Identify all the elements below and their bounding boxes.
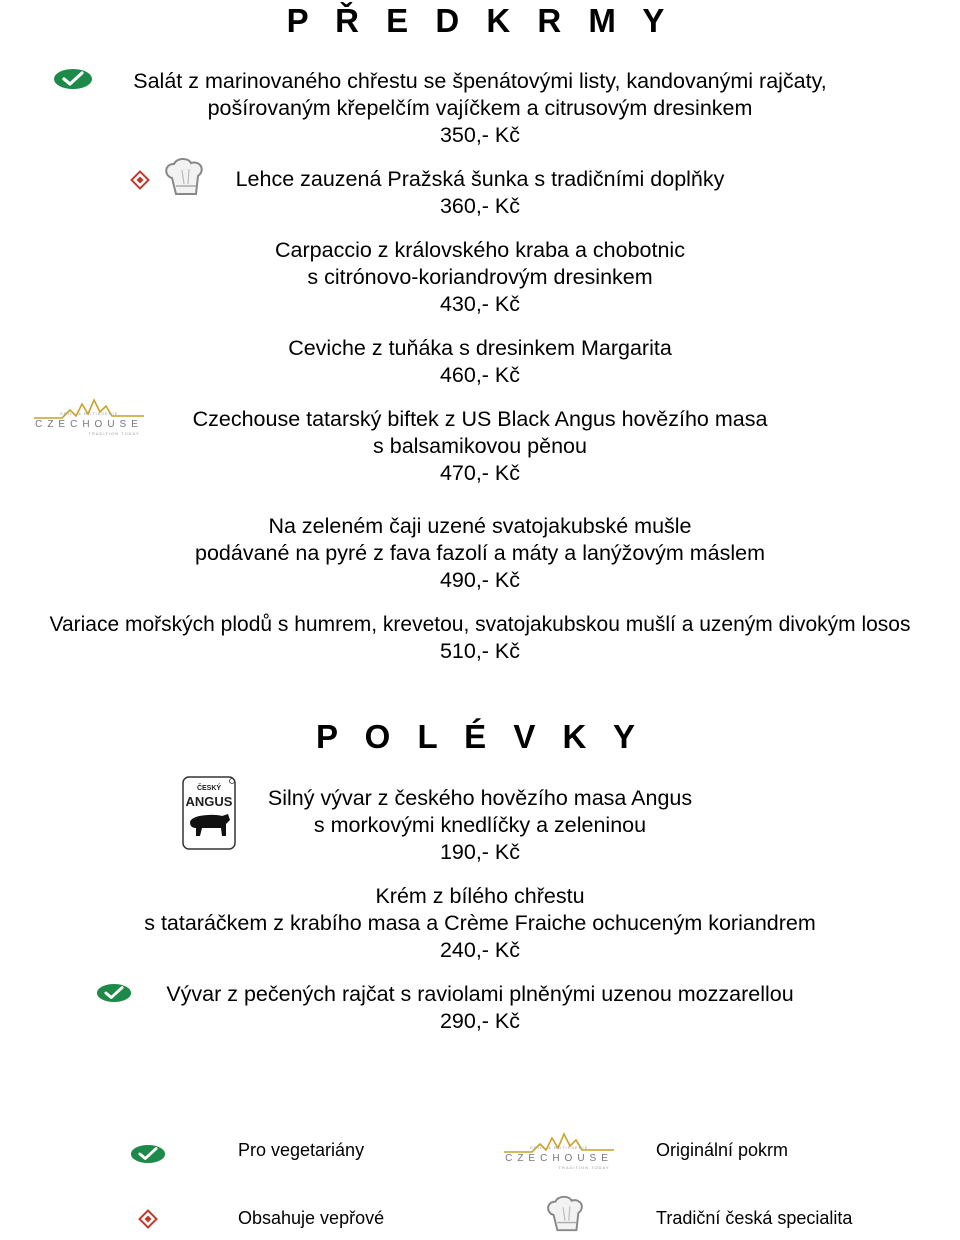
chef-hat-icon	[544, 1194, 586, 1234]
dish-price: 290,- Kč	[439, 1009, 521, 1033]
czechouse-logo	[502, 1132, 616, 1172]
dish-name-line: Lehce zauzená Pražská šunka s tradičními doplňky	[235, 167, 725, 191]
section-title-predkrmy: P Ř E D K R M Y	[286, 2, 674, 39]
angus-top-text: ČESKÝ	[196, 785, 222, 792]
angus-main-text: ANGUS	[185, 794, 233, 809]
dish-price: 470,- Kč	[439, 461, 521, 485]
dish-name-line: Krém z bílého chřestu	[375, 884, 585, 908]
dish-price: 510,- Kč	[439, 639, 521, 663]
czechouse-top-text: GRILL & ROTISSERIE	[529, 1145, 589, 1150]
section-title-polevky: P O L É V K Y	[316, 718, 644, 755]
dish-name-line: s citrónovo-koriandrovým dresinkem	[307, 265, 653, 289]
dish-name-line: s tataráčkem z krabího masa a Crème Fraiche ochuceným koriandrem	[144, 911, 816, 935]
legend-original-label: Originální pokrm	[656, 1140, 789, 1160]
czechouse-top-text: GRILL & ROTISSERIE	[59, 411, 119, 416]
dish-price: 460,- Kč	[439, 363, 521, 387]
dish-price: 360,- Kč	[439, 194, 521, 218]
vegetarian-check-icon	[130, 1144, 166, 1164]
dish-name-line: Salát z marinovaného chřestu se špenátovými listy, kandovanými rajčaty,	[133, 69, 827, 93]
dish-name-line: Carpaccio z královského kraba a chobotnic	[275, 238, 685, 262]
dish-price: 490,- Kč	[439, 568, 521, 592]
dish-name-line: pošírovaným křepelčím vajíčkem a citrusovým dresinkem	[207, 96, 753, 120]
czechouse-word-text: CZECHOUSE	[35, 419, 143, 430]
czechouse-word-text: CZECHOUSE	[505, 1153, 613, 1164]
pork-diamond-icon	[138, 1209, 158, 1229]
czechouse-bottom-text: TRADITION TODAY	[88, 431, 140, 436]
dish-name-line: Czechouse tatarský biftek z US Black Angus hovězího masa	[192, 407, 768, 431]
czechouse-bottom-text: TRADITION TODAY	[558, 1165, 610, 1170]
dish-name-line: Ceviche z tuňáka s dresinkem Margarita	[288, 336, 672, 360]
dish-name-line: podávané na pyré z fava fazolí a máty a lanýžovým máslem	[194, 541, 766, 565]
legend-vegetarian-label: Pro vegetariány	[238, 1140, 365, 1160]
dish-price: 350,- Kč	[439, 123, 521, 147]
dish-name-line: Na zeleném čaji uzené svatojakubské mušle	[268, 514, 692, 538]
dish-name-line: Variace mořských plodů s humrem, krevetou, svatojakubskou mušlí a uzeným divokým losos	[49, 613, 911, 636]
dish-price: 430,- Kč	[439, 292, 521, 316]
dish-name-line: Silný vývar z českého hovězího masa Angus	[267, 786, 693, 810]
dish-price: 190,- Kč	[439, 840, 521, 864]
dish-name-line: Vývar z pečených rajčat s raviolami plněnými uzenou mozzarellou	[166, 982, 794, 1006]
legend-czech-label: Tradiční česká specialita	[656, 1208, 853, 1228]
dish-name-line: s morkovými knedlíčky a zeleninou	[313, 813, 647, 837]
legend-pork-label: Obsahuje vepřové	[238, 1208, 385, 1228]
dish-name-line: s balsamikovou pěnou	[373, 434, 587, 458]
dish-price: 240,- Kč	[439, 938, 521, 962]
